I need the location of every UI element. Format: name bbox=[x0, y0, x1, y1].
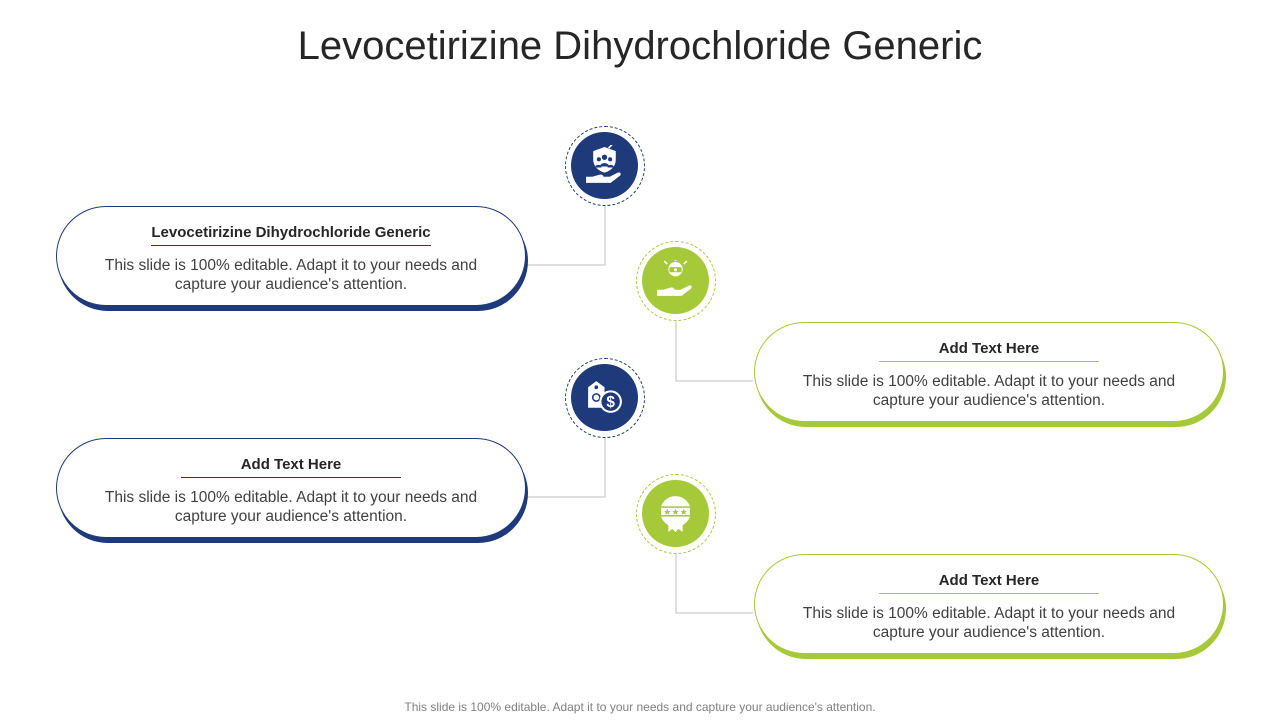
item-card-3 bbox=[56, 438, 526, 538]
footer-note: This slide is 100% editable. Adapt it to your needs and capture your audience's attention. bbox=[404, 700, 876, 714]
item-heading: Add Text Here bbox=[879, 340, 1099, 362]
item-card-2 bbox=[754, 322, 1224, 422]
svg-text:$: $ bbox=[606, 394, 615, 412]
item-heading: Levocetirizine Dihydrochloride Generic bbox=[151, 224, 430, 246]
item-heading: Add Text Here bbox=[181, 456, 401, 478]
connector-1 bbox=[527, 206, 605, 265]
item-description: This slide is 100% editable. Adapt it to your needs and capture your audience's attention. bbox=[802, 605, 1176, 641]
item-icon-3 bbox=[565, 358, 645, 438]
item-card-1 bbox=[56, 206, 526, 306]
rating-badge-icon bbox=[655, 493, 696, 534]
item-description: This slide is 100% editable. Adapt it to your needs and capture your audience's attention. bbox=[104, 489, 478, 525]
item-icon-2 bbox=[636, 241, 716, 321]
item-heading: Add Text Here bbox=[879, 572, 1099, 594]
hand-shield-team-icon bbox=[584, 145, 625, 186]
connector-4 bbox=[676, 554, 753, 613]
hand-money-icon bbox=[655, 260, 696, 301]
connector-2 bbox=[676, 321, 753, 381]
item-description: This slide is 100% editable. Adapt it to your needs and capture your audience's attention. bbox=[802, 373, 1176, 409]
connector-3 bbox=[527, 438, 605, 497]
slide-title: Levocetirizine Dihydrochloride Generic bbox=[297, 24, 983, 68]
item-icon-1 bbox=[565, 126, 645, 206]
item-description: This slide is 100% editable. Adapt it to your needs and capture your audience's attention. bbox=[104, 257, 478, 293]
price-tag-dollar-icon bbox=[584, 377, 625, 418]
item-card-4 bbox=[754, 554, 1224, 654]
item-icon-4 bbox=[636, 474, 716, 554]
